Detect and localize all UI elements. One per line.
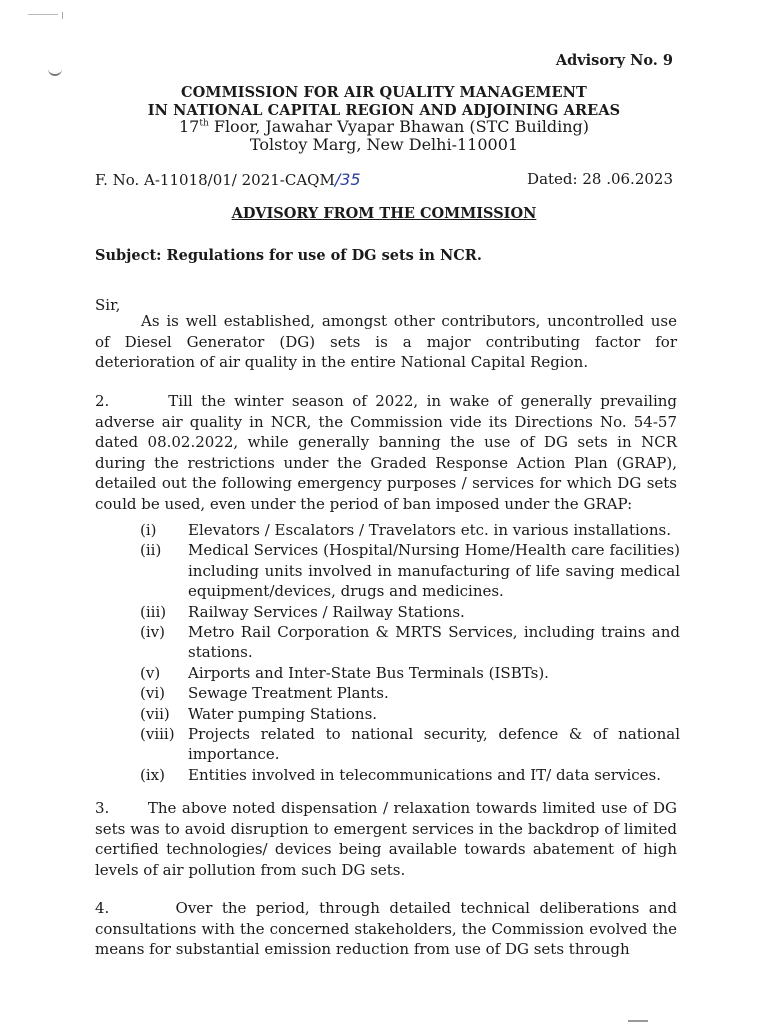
header-address-line: 17th Floor, Jawahar Vyapar Bhawan (STC Building)	[178, 117, 590, 136]
exemption-text: Projects related to national security, defence & of national importance.	[188, 725, 680, 764]
exemption-text: Water pumping Stations.	[188, 704, 378, 723]
exemption-item	[140, 520, 680, 540]
paragraph-1: As is well established, amongst other contributors, uncontrolled use of Diesel Generator (DG) sets is a major contributing factor for deterioration of air quality in the entire National Capital Region.	[95, 312, 677, 371]
date: Dated: 28 .06.2023	[527, 170, 673, 188]
document-title: ADVISORY FROM THE COMMISSION	[231, 205, 537, 222]
exemption-text: Airports and Inter-State Bus Terminals (ISBTs).	[188, 663, 549, 682]
exemption-item	[140, 602, 680, 622]
header-line-2: IN NATIONAL CAPITAL REGION AND ADJOINING AREAS	[147, 102, 621, 119]
header-city-line: Tolstoy Marg, New Delhi-110001	[249, 135, 519, 154]
paragraph-4: 4. Over the period, through detailed technical deliberations and consultations with the concerned stakeholders, the Commission evolved the means for substantial emission reduction from use of DG sets through	[95, 899, 682, 958]
punch-hole-mark	[48, 66, 62, 76]
exemption-number: (viii)	[140, 725, 175, 744]
exemption-number: (ii)	[140, 541, 162, 560]
exemption-text: Railway Services / Railway Stations.	[188, 602, 465, 621]
handwritten-number: /35	[334, 170, 361, 189]
exemption-number: (vii)	[140, 704, 170, 723]
exemption-item	[140, 622, 680, 663]
scan-mark	[28, 14, 58, 21]
exemption-number: (iii)	[140, 602, 167, 621]
exemption-number: (ix)	[140, 765, 165, 784]
exemption-number: (i)	[140, 521, 157, 539]
exemption-text: Sewage Treatment Plants.	[188, 684, 389, 703]
exemption-text: Medical Services (Hospital/Nursing Home/Health care facilities) including units involved in manufacturing of life saving medical equipment/devices, drugs and medicines.	[188, 541, 680, 601]
scan-mark-bottom	[628, 1020, 648, 1022]
subject-line: Subject: Regulations for use of DG sets in NCR.	[95, 247, 482, 264]
exemption-number: (v)	[140, 663, 161, 682]
exemption-text: Entities involved in telecommunications and IT/ data services.	[188, 765, 661, 784]
exemption-item	[140, 683, 680, 703]
exemption-item	[140, 765, 680, 785]
exemption-item	[140, 704, 680, 724]
header-line-1: COMMISSION FOR AIR QUALITY MANAGEMENT	[181, 84, 587, 101]
exemption-list	[140, 520, 680, 785]
paragraph-3: 3. The above noted dispensation / relaxation towards limited use of DG sets was to avoid disruption to emergent services in the backdrop of limited certified technologies/ devices being available towards abatement of high levels of air pollution from such DG sets.	[95, 799, 682, 879]
exemption-item	[140, 663, 680, 683]
file-number: F. No. A-11018/01/ 2021-CAQM/35	[95, 170, 361, 189]
advisory-number: Advisory No. 9	[555, 52, 673, 69]
exemption-number: (vi)	[140, 684, 165, 703]
paragraph-2: 2. Till the winter season of 2022, in wake of generally prevailing adverse air quality in NCR, the Commission vide its Directions No. 54-57 dated 08.02.2022, while generally banning the use of DG sets in NCR during the restrictions under the Graded Response Action Plan (GRAP), detailed out the following emergency purposes / services for which DG sets could be used, even under the period of ban imposed under the GRAP:	[95, 392, 682, 513]
exemption-number: (iv)	[140, 623, 165, 642]
salutation: Sir,	[95, 296, 121, 314]
exemption-item	[140, 724, 680, 765]
exemption-text: Elevators / Escalators / Travelators etc. in various installations.	[188, 521, 671, 539]
exemption-item	[140, 540, 680, 601]
scan-tick	[62, 12, 63, 19]
exemption-text: Metro Rail Corporation & MRTS Services, including trains and stations.	[188, 623, 680, 662]
